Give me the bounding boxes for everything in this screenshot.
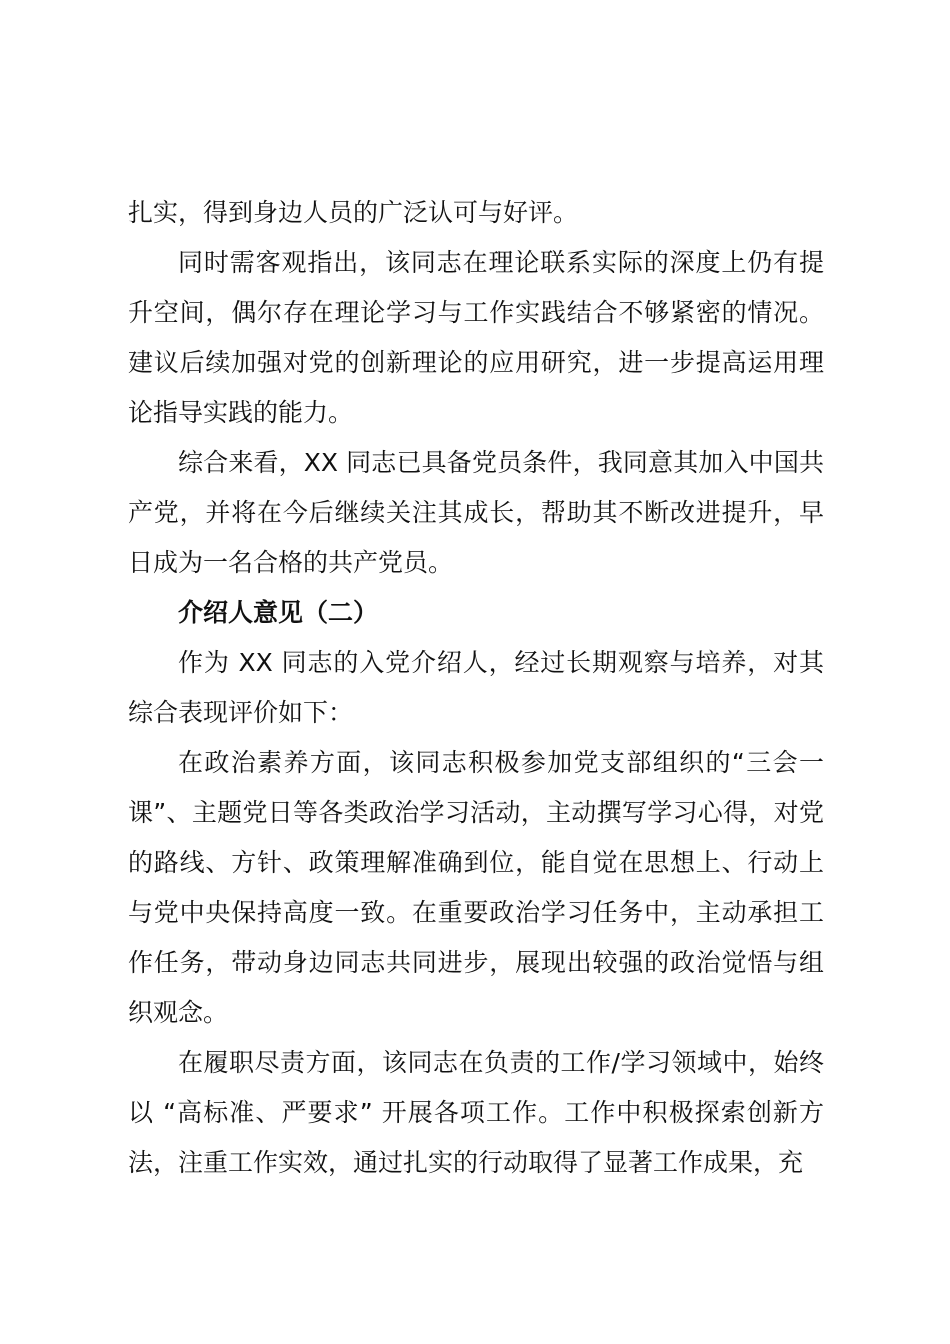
document-body <box>128 188 824 1188</box>
paragraph-continuation: 扎实，得到身边人员的广泛认可与好评。 <box>128 198 579 227</box>
paragraph-duty-performance: 在履职尽责方面，该同志在负责的工作/学习领域中，始终以 “高标准、严要求” 开展各项工作。工作中积极探索创新方法，注重工作实效，通过扎实的行动取得了显著工作成果，充 <box>128 1048 824 1177</box>
paragraph-improvement-note: 同时需客观指出，该同志在理论联系实际的深度上仍有提升空间，偶尔存在理论学习与工作实践结合不够紧密的情况。建议后续加强对党的创新理论的应用研究，进一步提高运用理论指导实践的能力。 <box>128 248 824 427</box>
section-heading: 介绍人意见（二） <box>178 598 379 627</box>
paragraph-conclusion: 综合来看，XX 同志已具备党员条件，我同意其加入中国共产党，并将在今后继续关注其成长，帮助其不断改进提升，早日成为一名合格的共产党员。 <box>128 448 824 577</box>
paragraph-introduction: 作为 XX 同志的入党介绍人，经过长期观察与培养，对其综合表现评价如下： <box>128 648 824 727</box>
paragraph-political-quality: 在政治素养方面，该同志积极参加党支部组织的“三会一课”、主题党日等各类政治学习活动，主动撰写学习心得，对党的路线、方针、政策理解准确到位，能自觉在思想上、行动上与党中央保持高度一致。在重要政治学习任务中，主动承担工作任务，带动身边同志共同进步，展现出较强的政治觉悟与组织观念。 <box>128 748 824 1027</box>
